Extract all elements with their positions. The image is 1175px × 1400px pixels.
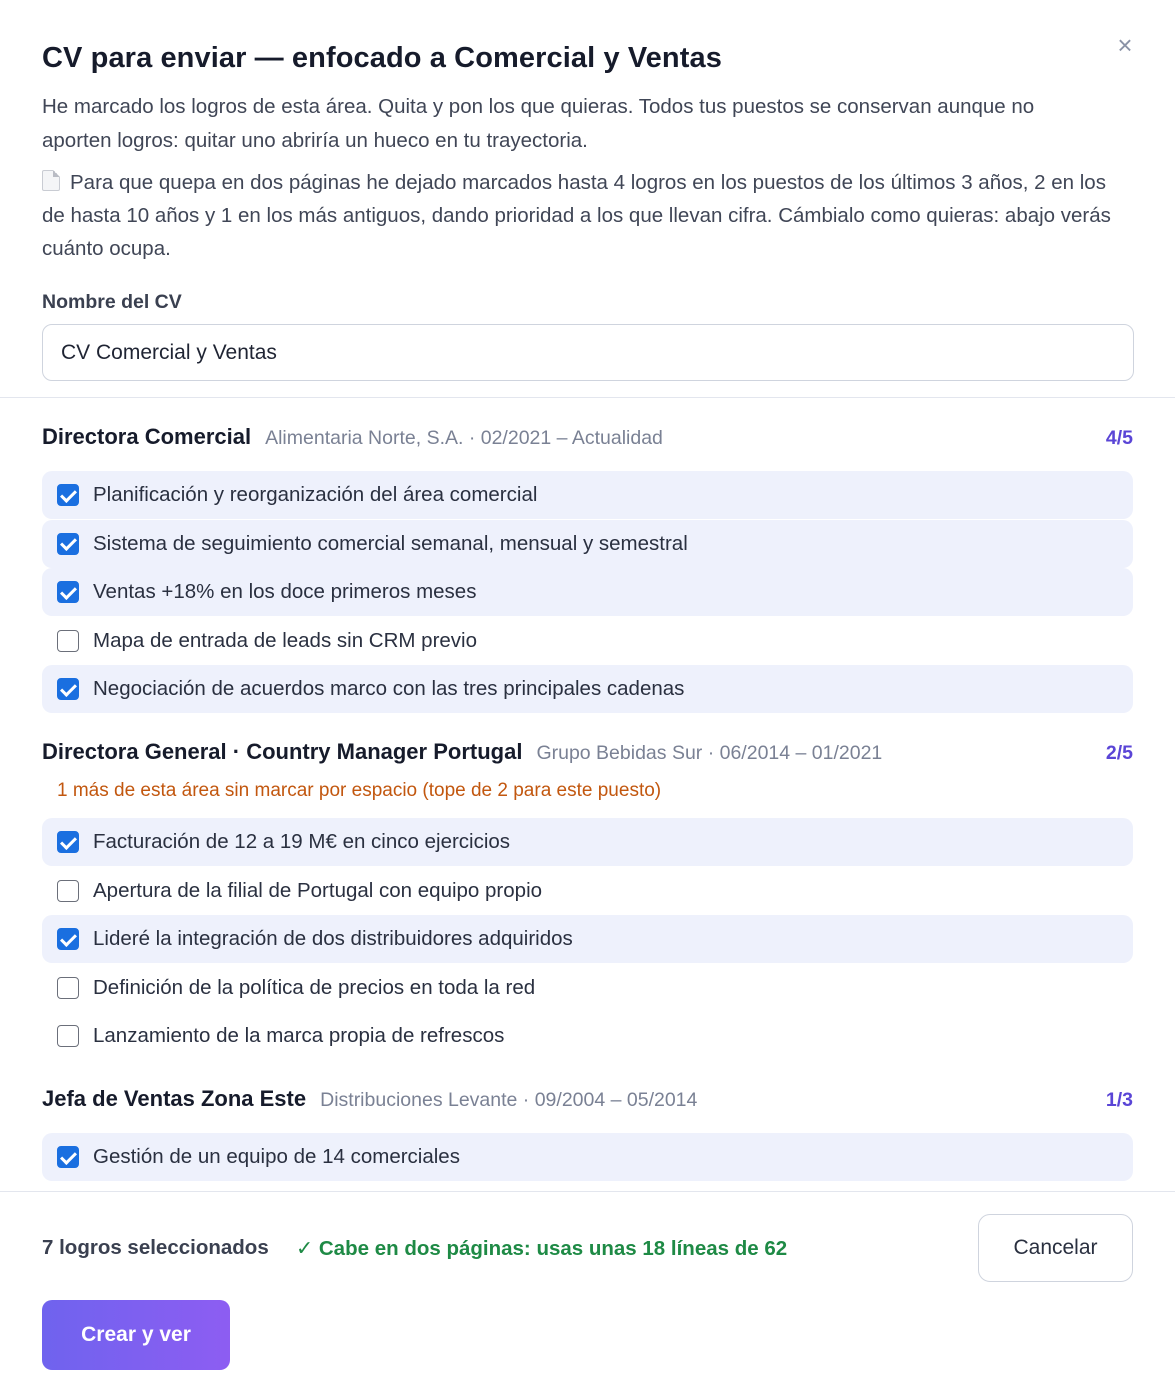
selected-count: 7 logros seleccionados <box>42 1236 269 1259</box>
role-meta: Distribuciones Levante · 09/2004 – 05/2014 <box>320 1089 698 1111</box>
dialog-subtitle: He marcado los logros de esta área. Quita y pon los que quieras. Todos tus puestos se conservan aunque no aporten logros: quitar uno abriría un hueco en tu trayectoria. <box>42 95 1035 152</box>
achievement-item[interactable] <box>42 818 1133 866</box>
achievement-item[interactable] <box>42 665 1133 713</box>
fit-status: ✓ Cabe en dos páginas: usas unas 18 líneas de 62 <box>296 1237 788 1260</box>
role-title: Directora General · Country Manager Portugal <box>42 739 523 764</box>
achievement-label: Definición de la política de precios en toda la red <box>93 975 536 999</box>
achievement-list <box>42 818 1133 1060</box>
achievement-item[interactable] <box>42 568 1133 616</box>
checkbox-unchecked-icon[interactable] <box>57 630 79 652</box>
checkbox-unchecked-icon[interactable] <box>57 977 79 999</box>
achievement-label: Planificación y reorganización del área comercial <box>93 483 538 506</box>
achievement-label: Lanzamiento de la marca propia de refrescos <box>93 1024 505 1047</box>
role-selected-count: 2/5 <box>1105 742 1133 764</box>
achievement-label: Apertura de la filial de Portugal con equipo propio <box>93 878 543 902</box>
dialog-header <box>0 0 1175 398</box>
cv-name-input[interactable] <box>42 324 1134 381</box>
checkbox-unchecked-icon[interactable] <box>57 1025 79 1047</box>
achievement-item[interactable] <box>42 915 1133 963</box>
achievement-item[interactable] <box>42 1012 1133 1060</box>
checkbox-checked-icon[interactable] <box>57 581 79 603</box>
role-section <box>42 424 1133 713</box>
cancel-button[interactable]: Cancelar <box>978 1214 1133 1282</box>
space-note <box>42 166 1132 265</box>
achievement-label: Ventas +18% en los doce primeros meses <box>93 580 477 603</box>
achievement-label: Facturación de 12 a 19 M€ en cinco ejercicios <box>93 830 511 853</box>
checkbox-unchecked-icon[interactable] <box>57 880 79 902</box>
checkbox-checked-icon[interactable] <box>57 678 79 700</box>
achievement-label: Sistema de seguimiento comercial semanal, mensual y semestral <box>93 531 688 555</box>
checkbox-checked-icon[interactable] <box>57 1146 79 1168</box>
close-icon[interactable]: × <box>1117 30 1133 60</box>
achievement-item[interactable] <box>42 964 1133 1012</box>
achievement-item[interactable] <box>42 471 1133 519</box>
cv-name-label: Nombre del CV <box>42 291 182 313</box>
checkbox-checked-icon[interactable] <box>57 484 79 506</box>
dialog-footer <box>0 1191 1175 1400</box>
achievement-label: Lideré la integración de dos distribuidores adquiridos <box>93 927 573 950</box>
roles-list <box>0 424 1175 1217</box>
space-note-text: Para que quepa en dos páginas he dejado marcados hasta 4 logros en los puestos de los últimos 3 años, 2 en los de hasta 10 años y 1 en los más antiguos, dando prioridad a los que llevan cifra. Cámbialo como quieras: abajo verás cuánto ocupa. <box>42 171 1111 260</box>
role-title: Directora Comercial <box>42 424 252 449</box>
role-selected-count: 4/5 <box>1105 427 1133 449</box>
role-section <box>42 739 1133 1060</box>
checkbox-checked-icon[interactable] <box>57 928 79 950</box>
achievement-item[interactable] <box>42 617 1133 665</box>
achievement-item[interactable] <box>42 520 1133 568</box>
role-meta: Alimentaria Norte, S.A. · 02/2021 – Actualidad <box>265 427 663 449</box>
achievement-list <box>42 471 1133 713</box>
achievement-label: Gestión de un equipo de 14 comerciales <box>93 1145 460 1168</box>
role-meta: Grupo Bebidas Sur · 06/2014 – 01/2021 <box>536 742 883 764</box>
achievement-label: Negociación de acuerdos marco con las tres principales cadenas <box>93 677 685 700</box>
achievement-label: Mapa de entrada de leads sin CRM previo <box>93 628 478 652</box>
checkbox-checked-icon[interactable] <box>57 533 79 555</box>
checkbox-checked-icon[interactable] <box>57 831 79 853</box>
role-space-warning: 1 más de esta área sin marcar por espacio (tope de 2 para este puesto) <box>57 780 662 801</box>
role-header <box>42 424 1133 456</box>
role-header <box>42 1086 1133 1118</box>
create-and-view-button[interactable]: Crear y ver <box>42 1300 230 1370</box>
dialog-title: CV para enviar — enfocado a Comercial y Ventas <box>42 42 722 74</box>
achievement-item[interactable] <box>42 867 1133 915</box>
role-header <box>42 739 1133 771</box>
document-icon <box>42 170 60 191</box>
role-selected-count: 1/3 <box>1105 1089 1133 1111</box>
achievement-item[interactable] <box>42 1133 1133 1181</box>
role-title: Jefa de Ventas Zona Este <box>42 1086 307 1111</box>
